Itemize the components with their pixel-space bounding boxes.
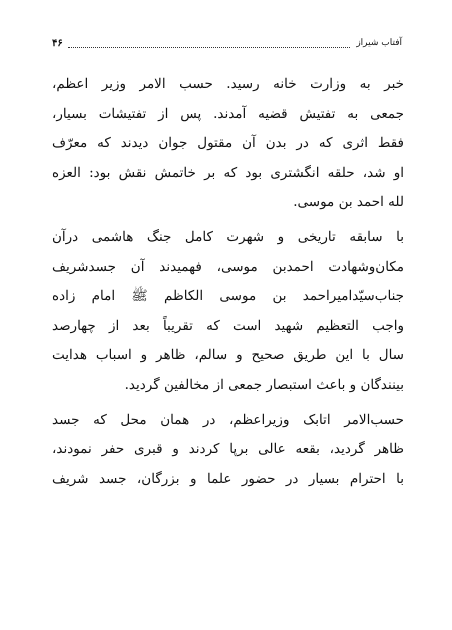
text-line: فقط اثری که در بدن آن مقتول جوان دیدند که معرّف — [52, 135, 404, 152]
text-line: جمعی به تفتیش قضیه آمدند. پس از تفتیشات بسیار، — [52, 105, 404, 122]
text-line: بینندگان و باعث استبصار جمعی از مخالفین گردید. — [124, 376, 404, 393]
text-line: با سابقه تاریخی و شهرت کامل جنگ هاشمی درآن — [52, 228, 404, 245]
text-line: حسب‌الامر اتابک وزیراعظم، در همان محل که جسد — [52, 411, 404, 428]
text-line: ظاهر گردید، بقعه عالی برپا کردند و قبری حفر نمودند، — [52, 441, 404, 458]
page-number: ۴۶ — [52, 38, 63, 49]
text-line: با احترام بسیار در حضور علما و بزرگان، جسد شریف — [52, 470, 404, 487]
text-line: مکان‌وشهادت احمدبن موسی، فهمیدند آن جسدشریف — [52, 258, 404, 275]
text-line: خبر به وزارت خانه رسید. حسب الامر وزیر اعظم، — [52, 76, 404, 92]
text-line: جناب‌سیّدامیراحمد بن موسی الکاظم ﷺ امام زاده — [52, 288, 404, 305]
body-text — [52, 70, 404, 494]
running-title: آفتاب شیراز — [356, 38, 402, 48]
paragraph-2 — [52, 223, 404, 401]
text-line: واجب التعظیم شهید است که تقریباً بعد از چهارصد — [52, 317, 404, 334]
page-header — [52, 36, 402, 56]
text-line: لله احمد بن موسی. — [293, 194, 404, 211]
text-line: سال با این طریق صحیح و سالم، ظاهر و اسباب هدایت — [52, 347, 404, 364]
paragraph-1 — [52, 70, 404, 218]
paragraph-3 — [52, 406, 404, 495]
text-line: او شد، حلقه انگشتری بود که بر خاتمش نقش بود: العزه — [52, 164, 404, 181]
header-dotted-rule — [68, 47, 350, 48]
